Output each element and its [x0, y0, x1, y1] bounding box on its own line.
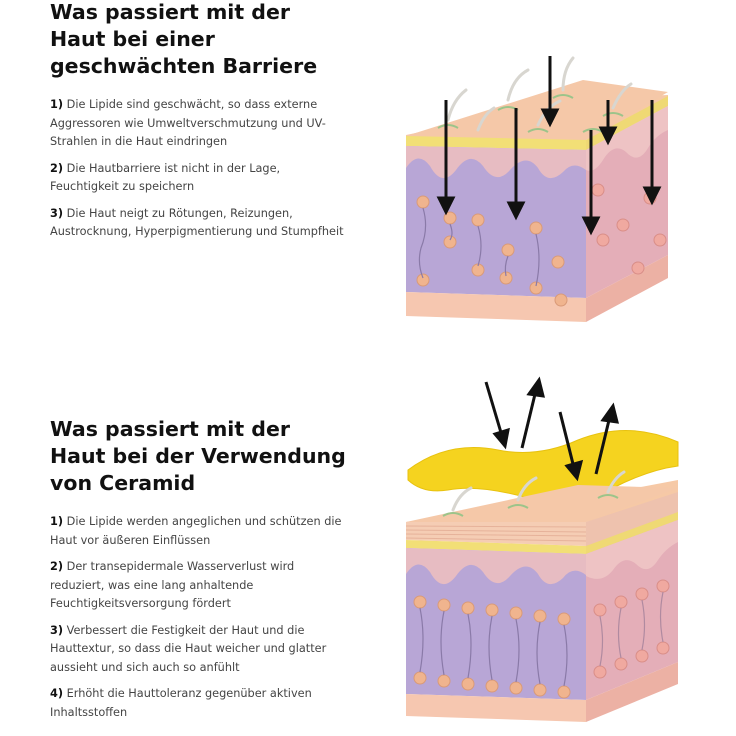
list-item: 1) Die Lipide sind geschwächt, so dass externe Aggressoren wie Umweltverschmutzung und UV-Strahlen in die Haut eindringen [50, 98, 326, 148]
weakened-skin-illustration [378, 40, 708, 340]
points-list [50, 513, 350, 730]
list-item: 1) Die Lipide werden angeglichen und schützen die Haut vor äußeren Einflüssen [50, 515, 342, 547]
list-item: 2) Der transepidermale Wasserverlust wird reduziert, was eine lang anhaltende Feuchtigkeitsversorgung fördert [50, 560, 295, 610]
list-item: 2) Die Hautbarriere ist nicht in der Lage, Feuchtigkeit zu speichern [50, 161, 281, 193]
points-list [50, 96, 350, 250]
list-item: 4) Erhöht die Hauttoleranz gegenüber aktiven Inhaltsstoffen [50, 687, 312, 719]
ceramide-section [0, 370, 736, 736]
list-item: 3) Verbessert die Festigkeit der Haut und die Hauttextur, so dass die Haut weicher und glatter aussieht und sich auch so anfühlt [50, 623, 327, 674]
weakened-barrier-section [0, 0, 736, 360]
ceramide-skin-illustration [378, 370, 708, 736]
section-title: Was passiert mit der Haut bei der Verwendung von Ceramid [50, 417, 346, 495]
section-title: Was passiert mit der Haut bei einer geschwächten Barriere [50, 0, 318, 78]
list-item: 3) Die Haut neigt zu Rötungen, Reizungen, Austrocknung, Hyperpigmentierung und Stumpfheit [50, 206, 344, 238]
